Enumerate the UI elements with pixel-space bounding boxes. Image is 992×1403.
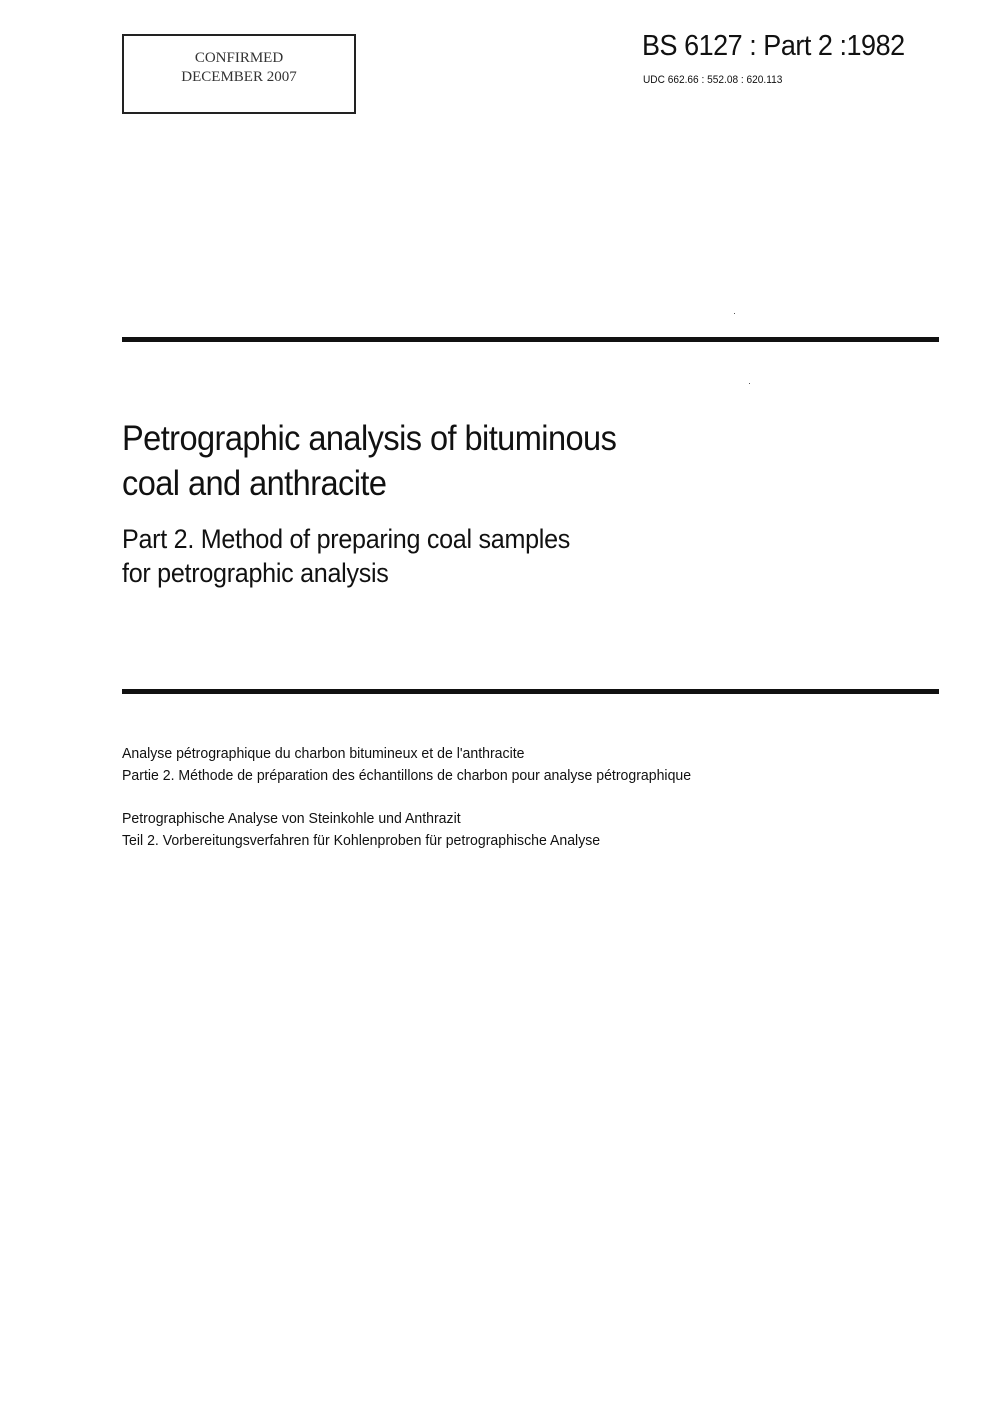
standard-number: BS 6127 : Part 2 :1982 (642, 30, 905, 62)
french-title-block (122, 743, 893, 787)
french-part: Partie 2. Méthode de préparation des échantillons de charbon pour analyse pétrographique (122, 767, 692, 784)
bottom-divider (122, 689, 939, 694)
part-title (122, 522, 829, 590)
confirmation-line-2: DECEMBER 2007 (181, 69, 297, 85)
title-line-1: Petrographic analysis of bituminous (122, 419, 617, 458)
top-divider (122, 337, 939, 342)
part-title-line-2: for petrographic analysis (122, 558, 389, 588)
scan-speck (734, 313, 735, 314)
german-title: Petrographische Analyse von Steinkohle und Anthrazit (122, 810, 461, 827)
title-line-2: coal and anthracite (122, 464, 387, 503)
part-title-line-1: Part 2. Method of preparing coal samples (122, 524, 571, 554)
confirmation-stamp (122, 34, 356, 114)
scan-speck (749, 383, 750, 384)
udc-classification: UDC 662.66 : 552.08 : 620.113 (643, 74, 783, 86)
document-title (122, 416, 829, 506)
german-part: Teil 2. Vorbereitungsverfahren für Kohlenproben für petrographische Analyse (122, 832, 601, 849)
german-title-block (122, 808, 893, 852)
confirmation-line-1: CONFIRMED (194, 50, 284, 66)
french-title: Analyse pétrographique du charbon bitumineux et de l'anthracite (122, 745, 525, 762)
